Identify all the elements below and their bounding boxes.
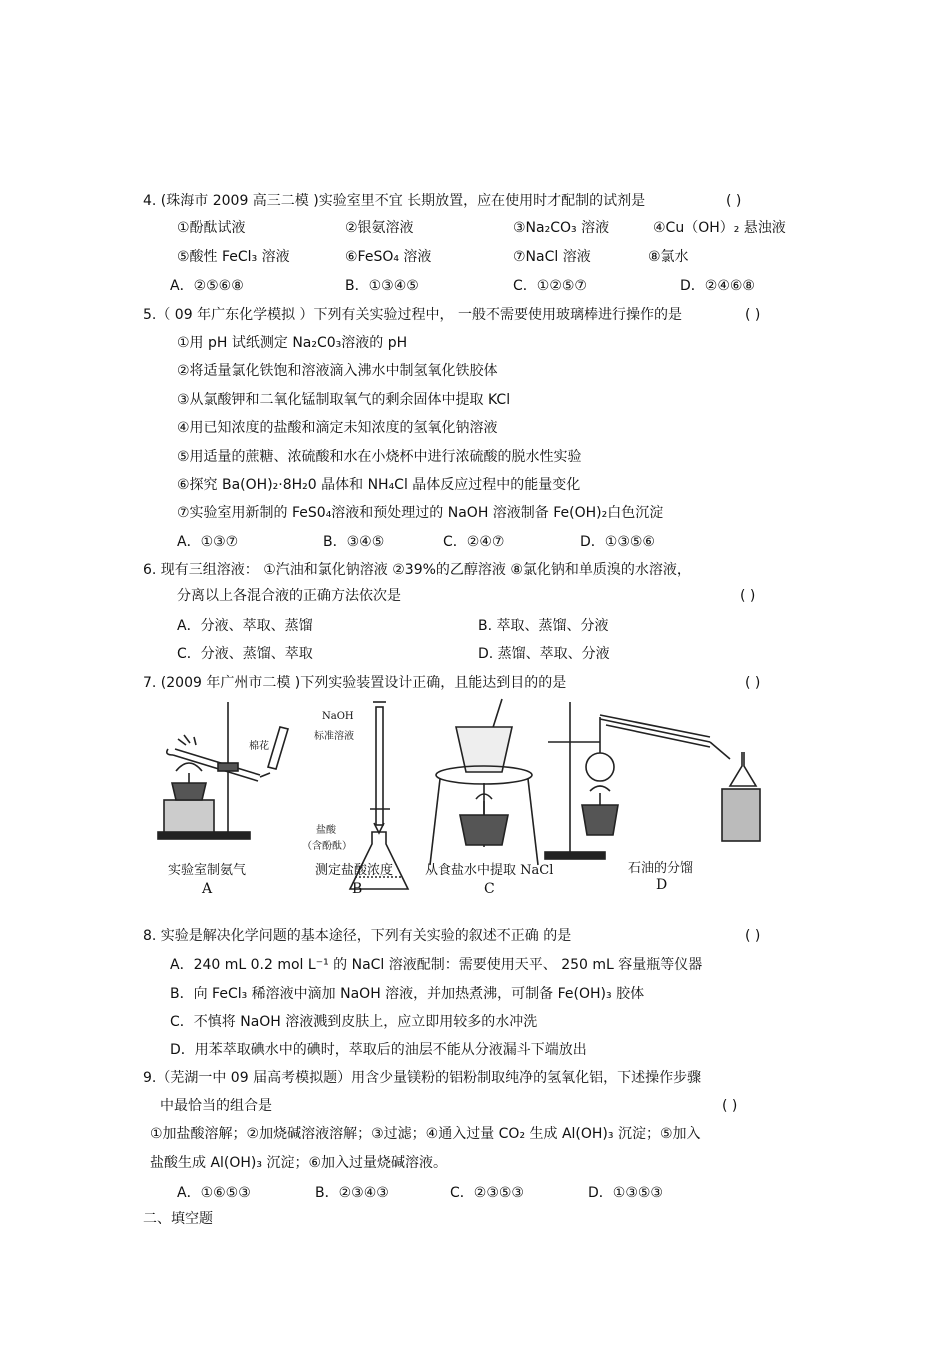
q5-item-1: ①用 pH 试纸测定 Na₂C0₃溶液的 pH — [177, 335, 408, 351]
q8-stem: 8. 实验是解决化学问题的基本途径，下列有关实验的叙述不正确 的是 — [143, 928, 572, 944]
q9-stem: 9.（芜湖一中 09 届高考模拟题）用含少量镁粉的铝粉制取纯净的氢氧化铝，下述操作步骤 — [143, 1070, 702, 1086]
q8-choice-c: C．不慎将 NaOH 溶液溅到皮肤上，应立即用较多的水冲洗 — [170, 1014, 538, 1030]
q4-item-7: ⑦NaCl 溶液 — [513, 249, 591, 265]
q5-answer-blank: ( ) — [745, 307, 761, 323]
q4-choice-a: A．②⑤⑥⑧ — [170, 278, 244, 294]
q4-item-6: ⑥FeSO₄ 溶液 — [345, 249, 432, 265]
q6-stem: 6. 现有三组溶液： ①汽油和氯化钠溶液 ②39%的乙醇溶液 ⑧氯化钠和单质溴的水溶液， — [143, 562, 691, 578]
letter-b: B — [352, 881, 363, 897]
letter-c: C — [484, 881, 495, 897]
q5-item-3: ③从氯酸钾和二氧化锰制取氧气的剩余固体中提取 KCl — [177, 392, 511, 408]
q9-choice-c: C．②③⑤③ — [450, 1185, 524, 1201]
q5-item-2: ②将适量氯化铁饱和溶液滴入沸水中制氢氧化铁胶体 — [177, 363, 498, 379]
q4-item-4: ④Cu（OH）₂ 悬浊液 — [653, 220, 786, 236]
q8-answer-blank: ( ) — [745, 928, 761, 944]
q6-choice-a: A．分液、萃取、蒸馏 — [177, 618, 313, 634]
q4-answer-blank: ( ) — [726, 193, 742, 209]
q5-stem: 5.（ 09 年广东化学模拟 ）下列有关实验过程中， 一般不需要使用玻璃棒进行操作的是 — [143, 307, 682, 323]
caption-a: 实验室制氨气 — [168, 863, 247, 878]
q5-choice-d: D．①③⑤⑥ — [580, 534, 655, 550]
q8-choice-a: A．240 mL 0.2 mol L⁻¹ 的 NaCl 溶液配制：需要使用天平、 250 mL 容量瓶等仪器 — [170, 957, 703, 973]
q4-choice-d: D．②④⑥⑧ — [680, 278, 755, 294]
q7-stem: 7. (2009 年广州市二模 )下列实验装置设计正确，且能达到目的的是 — [143, 675, 567, 691]
q4-stem: 4. (珠海市 2009 高三二模 )实验室里不宜 长期放置，应在使用时才配制的试剂是 — [143, 193, 646, 209]
q6-choice-c: C．分液、蒸馏、萃取 — [177, 646, 313, 662]
label-naoh: NaOH — [322, 711, 354, 722]
q5-choice-b: B．③④⑤ — [323, 534, 385, 550]
q7-answer-blank: ( ) — [745, 675, 761, 691]
q4-choice-c: C．①②⑤⑦ — [513, 278, 587, 294]
label-cotton: 棉花 — [249, 741, 269, 752]
q6-choice-b: B. 萃取、蒸馏、分液 — [478, 618, 609, 634]
q4-item-2: ②银氨溶液 — [345, 220, 414, 236]
q4-choice-b: B．①③④⑤ — [345, 278, 419, 294]
caption-d: 石油的分馏 — [628, 861, 694, 876]
q9-answer-blank: ( ) — [722, 1098, 738, 1114]
letter-d: D — [656, 877, 668, 893]
label-phenolphthalein: （含酚酞） — [302, 841, 352, 852]
q4-item-1: ①酚酞试液 — [177, 220, 246, 236]
q6-stem-2: 分离以上各混合液的正确方法依次是 — [177, 588, 401, 604]
q6-answer-blank: ( ) — [740, 588, 756, 604]
section-heading: 二、填空题 — [143, 1211, 213, 1227]
q6-choice-d: D. 蒸馏、萃取、分液 — [478, 646, 610, 662]
q9-stem-2: 中最恰当的组合是 — [160, 1098, 272, 1114]
q9-choice-d: D．①③⑤③ — [588, 1185, 663, 1201]
q9-steps-1: ①加盐酸溶解；②加烧碱溶液溶解；③过滤；④通入过量 CO₂ 生成 Al(OH)₃ 沉淀；⑤加入 — [150, 1126, 701, 1142]
q5-item-6: ⑥探究 Ba(OH)₂·8H₂0 晶体和 NH₄Cl 晶体反应过程中的能量变化 — [177, 477, 581, 493]
q5-item-7: ⑦实验室用新制的 FeS0₄溶液和预处理过的 NaOH 溶液制备 Fe(OH)₂白色沉淀 — [177, 505, 664, 521]
q4-item-8: ⑧氯水 — [648, 249, 689, 265]
q9-steps-2: 盐酸生成 Al(OH)₃ 沉淀；⑥加入过量烧碱溶液。 — [150, 1155, 447, 1171]
apparatus-figure — [150, 697, 775, 902]
caption-c: 从食盐水中提取 NaCl — [425, 863, 554, 878]
q9-choice-b: B．②③④③ — [315, 1185, 389, 1201]
q8-choice-b: B．向 FeCl₃ 稀溶液中滴加 NaOH 溶液，并加热煮沸，可制备 Fe(OH)₃ 胶体 — [170, 986, 645, 1002]
q4-item-3: ③Na₂CO₃ 溶液 — [513, 220, 610, 236]
q5-item-4: ④用已知浓度的盐酸和滴定未知浓度的氢氧化钠溶液 — [177, 420, 498, 436]
q4-item-5: ⑤酸性 FeCl₃ 溶液 — [177, 249, 290, 265]
letter-a: A — [202, 881, 213, 897]
q5-choice-a: A．①③⑦ — [177, 534, 239, 550]
q5-item-5: ⑤用适量的蔗糖、浓硫酸和水在小烧杯中进行浓硫酸的脱水性实验 — [177, 449, 582, 465]
q8-choice-d: D．用苯萃取碘水中的碘时，萃取后的油层不能从分液漏斗下端放出 — [170, 1042, 587, 1058]
label-standard-solution: 标准溶液 — [314, 731, 354, 742]
q9-choice-a: A．①⑥⑤③ — [177, 1185, 251, 1201]
caption-b: 测定盐酸浓度 — [315, 863, 394, 878]
label-hydrochloric-acid: 盐酸 — [316, 825, 336, 836]
q5-choice-c: C．②④⑦ — [443, 534, 505, 550]
